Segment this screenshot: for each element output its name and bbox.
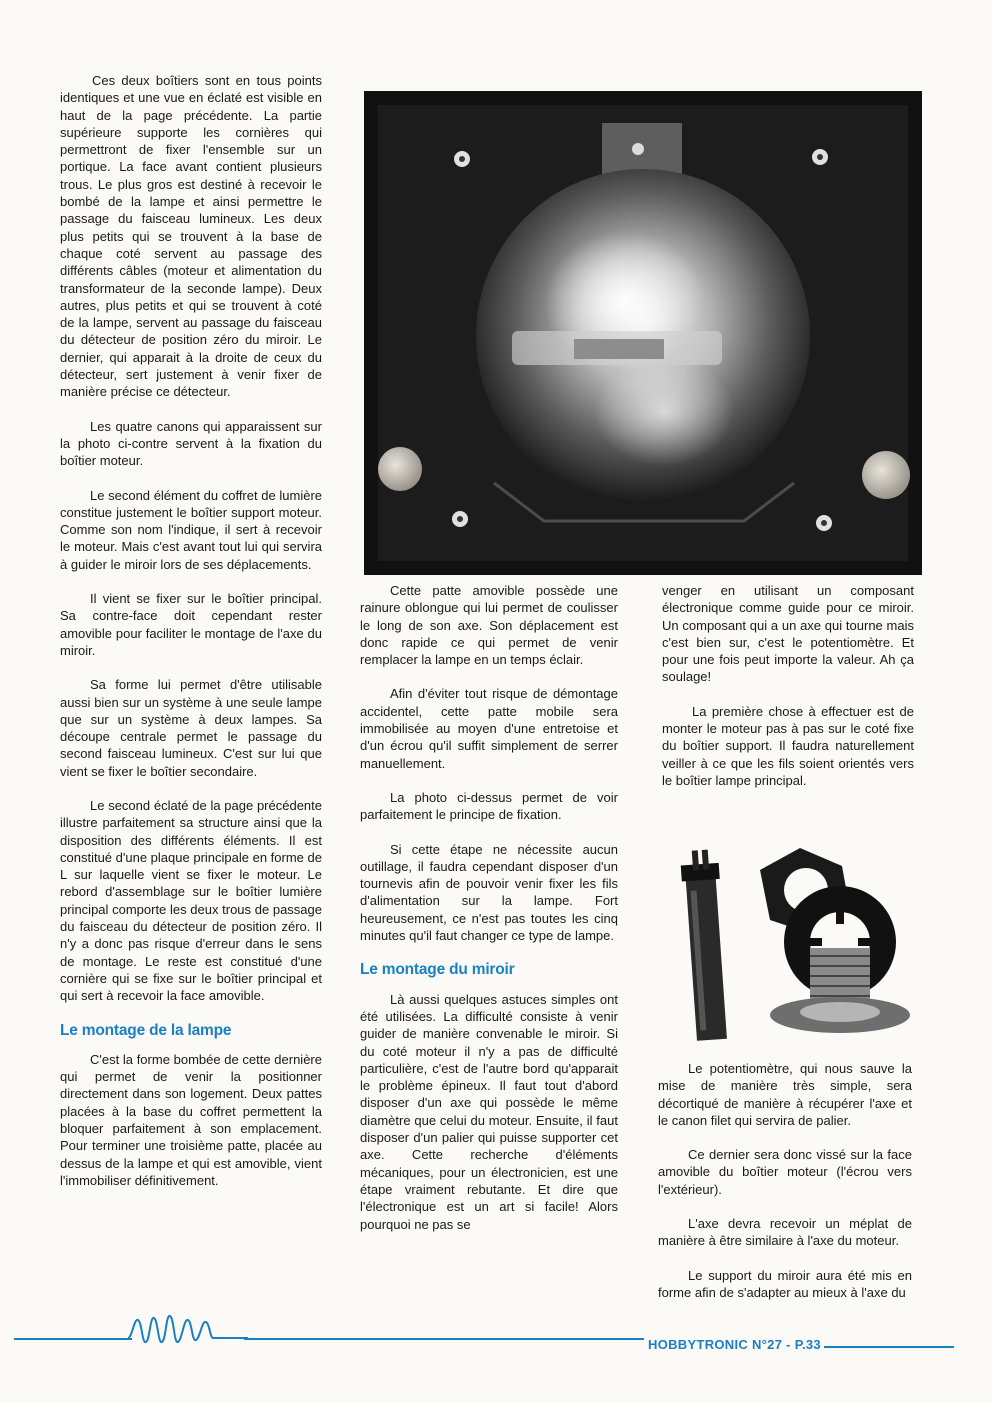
paragraph: Les quatre canons qui apparaissent sur la photo ci-contre servent à la fixation du boîtier moteur. — [60, 418, 322, 469]
paragraph: Le second éclaté de la page précédente illustre parfaitement sa structure ainsi que la disposition des différents éléments. Il est constitué d'une plaque principale en forme de L sur laquelle vient se fixer le moteur. Le rebord d'assemblage sur le boîtier lumière principal comporte les deux trous de passage du faisceau du détecteur de position zéro. Il n'y a donc pas risque d'erreur dans le sens de montage. Le reste est constitué d'une cornière qui se fixe sur le boîtier principal et qui sert à recevoir la face amovible. — [60, 797, 322, 1004]
paragraph: Là aussi quelques astuces simples ont été utilisées. La difficulté consiste à venir guider de manière convenable le miroir. Si du coté moteur il n'y a pas de difficulté particulière, c'est de l'autre bord qu'apparait le problème épineux. Il faut tout d'abord disposer d'un axe qui possède le même diamètre que celui du moteur. Ensuite, il faut disposer d'un palier qui puisse supporter cet axe. Cette recherche d'éléments mécaniques, pour un électronicien, est une étape vraiment rebutante. Et dire que l'électronique est un art si facile! Alors pourquoi ne pas se — [360, 991, 618, 1232]
article-column-3 — [662, 582, 914, 806]
section-heading-lampe: Le montage de la lampe — [60, 1021, 232, 1039]
footer-rule-left — [14, 1338, 132, 1340]
paragraph: La photo ci-dessus permet de voir parfaitement le principe de fixation. — [360, 789, 618, 823]
paragraph: Le potentiomètre, qui nous sauve la mise de manière très simple, sera décortiqué de manière à récupérer l'axe et le canon filet qui servira de palier. — [658, 1061, 912, 1128]
paragraph: L'axe devra recevoir un méplat de manière à être similaire à l'axe du moteur. — [658, 1216, 912, 1249]
paragraph: Le support du miroir aura été mis en forme afin de s'adapter au mieux à l'axe du — [658, 1267, 912, 1300]
article-column-2 — [360, 582, 618, 1250]
paragraph: Le second élément du coffret de lumière constitue justement le boîtier support moteur. Comme son nom l'indique, il sert à recevoir le moteur. Mais c'est avant tout lui qui servira à guider le miroir lors de ses déplacements. — [60, 487, 322, 572]
article-column-1 — [60, 72, 322, 1206]
paragraph: Il vient se fixer sur le boîtier principal. Sa contre-face doit cependant rester amovible pour faciliter le montage de l'axe du miroir. — [60, 591, 322, 658]
paragraph: Afin d'éviter tout risque de démontage accidentel, cette patte mobile sera immobilisée au moyen d'une entretoise et d'un écrou qu'il suffit simplement de serrer manuellement. — [360, 686, 618, 771]
paragraph: Ce dernier sera donc vissé sur la face amovible du boîtier moteur (l'écrou vers l'extérieur). — [658, 1147, 912, 1197]
paragraph: C'est la forme bombée de cette dernière qui permet de venir la positionner directement dans son logement. Deux pattes placées à la base du coffret permettent la bloquer parfaitement à son emplacement. Pour terminer une troisième patte, placée au dessus de la lampe et qui est amovible, vient l'immobiliser définitivement. — [60, 1051, 322, 1188]
lamp-housing-photo — [364, 91, 922, 575]
paragraph: La première chose à effectuer est de monter le moteur pas à pas sur le coté fixe du boîtier support. Il faudra naturellement veiller à ce que les fils soient orientés vers le boîtier lampe principal. — [662, 703, 914, 788]
paragraph: venger en utilisant un composant électronique comme guide pour ce miroir. Un composant qui a un axe qui tourne mais c'est bien sur, c'est le potentiomètre. Et pour une fois peut importe la valeur. Ah ça soulage! — [662, 583, 914, 685]
section-heading-miroir: Le montage du miroir — [360, 961, 515, 979]
potentiometer-parts-photo — [660, 830, 918, 1050]
paragraph: Ces deux boîtiers sont en tous points identiques et une vue en éclaté est visible en haut de la page précédente. La partie supérieure supporte les cornières qui permettront de fixer l'ensemble sur un portique. La face avant contient plusieurs trous. Le plus gros est destiné à recevoir le bombé de la lampe et ainsi permettre le passage du faisceau lumineux. Les deux plus petits qui se trouvent à la base de chaque coté servent au passage des différents câbles (moteur et alimentation du transformateur de la seconde lampe). Deux autres, plus petits et qui se trouvent à coté de la lampe, servent au passage du faisceau du détecteur de position zéro du miroir. Le dernier, qui apparait à la droite de ceux du détecteur, sert justement à venir fixer de manière précise ce détecteur. — [60, 73, 322, 400]
paragraph: Si cette étape ne nécessite aucun outillage, il faudra cependant disposer d'un tournevis afin de pouvoir venir fixer les fils d'alimentation sur la lampe. Fort heureusement, ce n'est pas toutes les cinq minutes qu'il faut changer ce type de lampe. — [360, 841, 618, 944]
paragraph: Sa forme lui permet d'être utilisable aussi bien sur un système à une seule lampe que sur un système à deux lampes. Sa découpe centrale permet le passage du second faisceau lumineux. C'est sur lui que vient se fixer le boîtier secondaire. — [60, 677, 322, 779]
paragraph: Cette patte amovible possède une rainure oblongue qui lui permet de coulisser le long de son axe. Son déplacement est donc rapide ce qui permet de venir remplacer la lampe en un temps éclair. — [360, 583, 618, 668]
footer-rule-middle — [244, 1338, 644, 1340]
footer-rule-right — [824, 1346, 954, 1348]
article-column-3-continued — [658, 1060, 912, 1318]
signal-wave-icon — [128, 1310, 248, 1350]
page-footer: HOBBYTRONIC N°27 - P.33 — [648, 1337, 821, 1352]
